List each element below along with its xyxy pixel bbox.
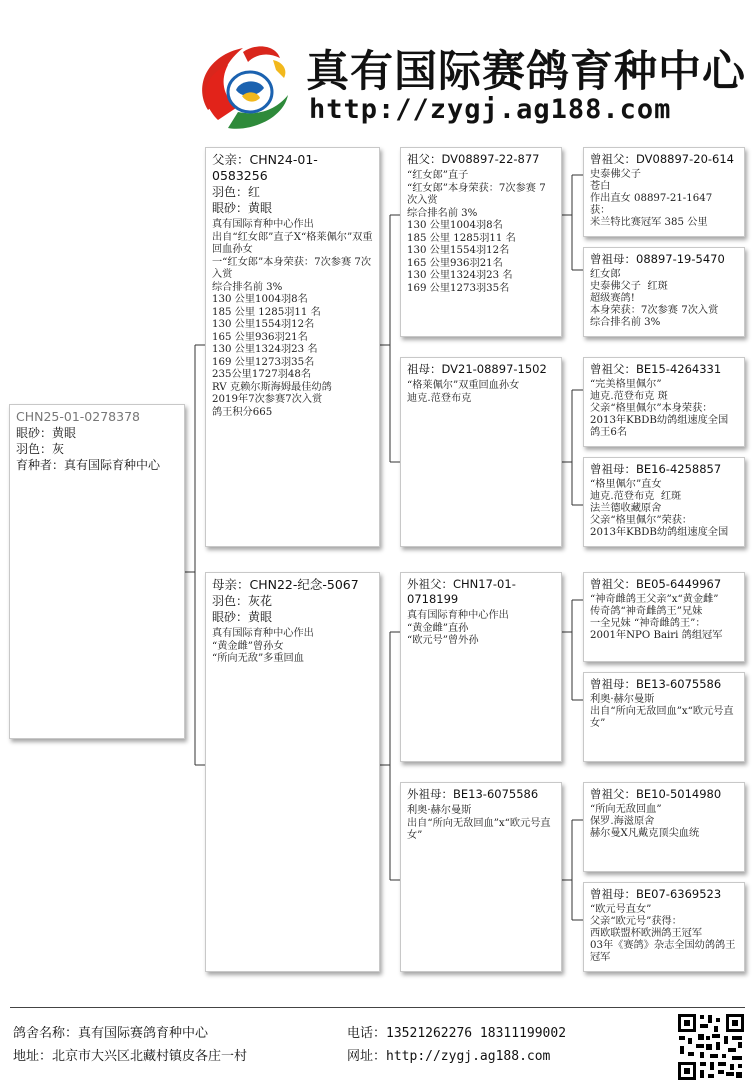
qr-code-icon: [676, 1012, 746, 1082]
great-grandparent-card: [583, 572, 745, 662]
self-ring-number: CHN25-01-0278378: [16, 409, 140, 424]
center-name: 真有国际赛鸽育种中心: [306, 47, 746, 97]
dam-eye: 眼砂：黄眼: [212, 610, 273, 624]
footer-phone: 电话：13521262276 18311199002: [347, 1026, 567, 1041]
grandparent-card: [400, 782, 562, 972]
sire-card: [205, 147, 380, 547]
dam-description: 真有国际育种中心作出 “黄金雌”曾孙女 “所向无敌”多重回血: [212, 628, 314, 664]
grandparent-title: 祖父：DV08897-22-877: [407, 152, 540, 166]
great-grandparent-card: [583, 147, 745, 237]
grandparent-card: [400, 572, 562, 762]
great-grandparent-description: 红女郎 史泰佛父子 红斑 超级赛鸽! 本身荣获：7次参赛 7次入赏 综合排名前 3%: [590, 269, 719, 328]
great-grandparent-title: 曾祖父：BE15-4264331: [590, 362, 722, 376]
footer-divider: [10, 1007, 745, 1008]
pigeon-self-card: [9, 404, 185, 739]
great-grandparent-title: 曾祖父：DV08897-20-614: [590, 152, 734, 166]
footer-website[interactable]: 网址：http://zygj.ag188.com: [347, 1049, 551, 1064]
self-eye: 眼砂：黄眼: [16, 426, 77, 440]
dam-card: [205, 572, 380, 972]
self-breeder: 育种者：真有国际育种中心: [16, 458, 161, 472]
great-grandparent-description: “所向无敌回血” 保罗.海滋原舍 赫尔曼X凡戴克顶尖血统: [590, 804, 700, 839]
grandparent-card: [400, 357, 562, 547]
dam-color: 羽色：灰花: [212, 594, 273, 608]
great-grandparent-title: 曾祖母：BE07-6369523: [590, 887, 722, 901]
great-grandparent-description: “完美格里佩尔” 迪克.范登布克 斑 父亲“格里佩尔”本身荣获： 2013年KBDB幼鸽组速度全国鸽王6名: [590, 379, 729, 438]
great-grandparent-description: 史泰佛父子 苍白 作出直女 08897-21-1647 获： 米兰特比赛冠军 385 公里: [590, 169, 713, 228]
great-grandparent-card: [583, 457, 745, 547]
grandparent-description: 利奥·赫尔曼斯 出自“所向无敌回血”x“欧元号直女”: [407, 805, 551, 841]
sire-eye: 眼砂：黄眼: [212, 201, 273, 215]
great-grandparent-card: [583, 672, 745, 762]
center-url: http://zygj.ag188.com: [309, 94, 672, 125]
grandparent-title: 外祖父：CHN17-01-0718199: [407, 577, 516, 606]
phoenix-logo: [188, 40, 300, 130]
grandparent-title: 外祖母：BE13-6075586: [407, 787, 539, 801]
great-grandparent-description: “格里佩尔”直女 迪克.范登布克 红斑 法兰德收藏原舍 父亲“格里佩尔”荣获： 2013年KBDB幼鸽组速度全国: [590, 479, 729, 538]
great-grandparent-title: 曾祖母：BE13-6075586: [590, 677, 722, 691]
great-grandparent-description: “欧元号直女” 父亲“欧元号”获得： 西欧联盟杯欧洲鸽王冠军 03年《赛鸽》杂志全国幼鸽鸽王冠军: [590, 904, 736, 963]
great-grandparent-title: 曾祖母：BE16-4258857: [590, 462, 722, 476]
sire-description: 真有国际育种中心作出 出自“红女郎”直子X“格莱佩尔”双重回血孙女 一“红女郎”本身荣获：7次参赛 7次入赏 综合排名前 3% 130 公里1004羽8名 185 公里 1285羽11 名 130 公里1554羽12名 165 公里936羽21名 130 公里1324羽23 名 169 公里1273羽35名 235公里1727羽48名 RV 克赖尔斯海姆最佳幼鸽 2019年7次参赛7次入赏 鸽王积分665: [212, 219, 373, 418]
footer-loft-name: 鸽舍名称：真有国际赛鸽育种中心: [13, 1026, 209, 1041]
page-header: [0, 0, 753, 140]
great-grandparent-card: [583, 357, 745, 447]
great-grandparent-description: “神奇雌鸽王父亲”x“黄金雌” 传奇鸽“神奇雌鸽王”兄妹 一全兄妹 “神奇雌鸽王”： 2001年NPO Bairi 鸽组冠军: [590, 594, 723, 641]
grandparent-card: [400, 147, 562, 337]
sire-title: 父亲：CHN24-01-0583256: [212, 152, 318, 183]
great-grandparent-card: [583, 882, 745, 972]
grandparent-description: 真有国际育种中心作出 “黄金雌”直孙 “欧元号”曾外孙: [407, 610, 509, 646]
grandparent-title: 祖母：DV21-08897-1502: [407, 362, 547, 376]
great-grandparent-title: 曾祖父：BE10-5014980: [590, 787, 722, 801]
great-grandparent-title: 曾祖母：08897-19-5470: [590, 252, 725, 266]
great-grandparent-description: 利奥·赫尔曼斯 出自“所向无敌回血”x“欧元号直女”: [590, 694, 734, 729]
great-grandparent-title: 曾祖父：BE05-6449967: [590, 577, 722, 591]
grandparent-description: “格莱佩尔”双重回血孙女 迪克.范登布克: [407, 380, 520, 404]
great-grandparent-card: [583, 247, 745, 337]
grandparent-description: “红女郎”直子 “红女郎”本身荣获：7次参赛 7次入赏 综合排名前 3% 130 公里1004羽8名 185 公里 1285羽11 名 130 公里1554羽12名 165 公里936羽21名 130 公里1324羽23 名 169 公里1273羽35名: [407, 170, 546, 294]
great-grandparent-card: [583, 782, 745, 872]
self-color: 羽色：灰: [16, 442, 65, 456]
sire-color: 羽色：红: [212, 185, 261, 199]
dam-title: 母亲：CHN22-纪念-5067: [212, 577, 359, 592]
footer-address: 地址：北京市大兴区北藏村镇皮各庄一村: [13, 1049, 248, 1064]
